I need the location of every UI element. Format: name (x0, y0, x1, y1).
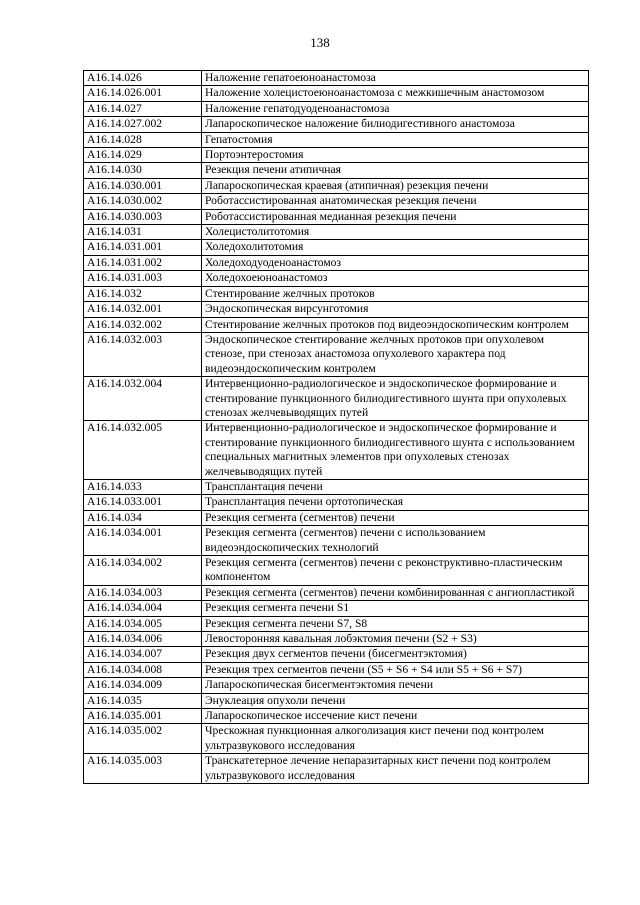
procedure-name: Трансплантация печени (202, 479, 589, 494)
procedure-code: A16.14.032.003 (84, 332, 202, 376)
procedure-code: A16.14.034.003 (84, 585, 202, 600)
procedure-code: A16.14.031.003 (84, 271, 202, 286)
procedure-code: A16.14.030.003 (84, 209, 202, 224)
table-row (84, 585, 589, 600)
procedure-code: A16.14.032.004 (84, 377, 202, 421)
procedure-name: Резекция печени атипичная (202, 163, 589, 178)
procedure-name: Лапароскопическая бисегментэктомия печени (202, 678, 589, 693)
procedure-name: Резекция сегмента печени S7, S8 (202, 616, 589, 631)
procedure-code: A16.14.035 (84, 693, 202, 708)
table-row (84, 693, 589, 708)
procedure-name: Гепатостомия (202, 132, 589, 147)
procedure-name: Лапароскопическая краевая (атипичная) резекция печени (202, 178, 589, 193)
procedure-name: Лапароскопическое наложение билиодигестивного анастомоза (202, 117, 589, 132)
table-row (84, 225, 589, 240)
procedure-code: A16.14.032 (84, 286, 202, 301)
page-number: 138 (310, 35, 330, 50)
procedure-name: Эндоскопическое стентирование желчных протоков при опухолевом стенозе, при стенозах анастомоза опухолевого характера под видеоэндоскопическим контролем (202, 332, 589, 376)
procedure-code: A16.14.032.001 (84, 302, 202, 317)
procedure-code: A16.14.031 (84, 225, 202, 240)
table-row (84, 556, 589, 586)
table-row (84, 317, 589, 332)
procedure-name: Холедохолитотомия (202, 240, 589, 255)
table-row (84, 709, 589, 724)
procedure-name: Лапароскопическое иссечение кист печени (202, 709, 589, 724)
procedure-code: A16.14.034.001 (84, 526, 202, 556)
procedure-name: Холецистолитотомия (202, 225, 589, 240)
procedure-name: Роботассистированная медианная резекция печени (202, 209, 589, 224)
procedure-code: A16.14.031.001 (84, 240, 202, 255)
procedure-code: A16.14.035.002 (84, 724, 202, 754)
procedure-name: Резекция сегмента печени S1 (202, 601, 589, 616)
table-row (84, 495, 589, 510)
procedure-code: A16.14.035.003 (84, 754, 202, 784)
table-row (84, 302, 589, 317)
procedure-name: Наложение гепатоеюноанастомоза (202, 71, 589, 86)
table-row (84, 616, 589, 631)
table-body (84, 71, 589, 784)
procedure-code: A16.14.031.002 (84, 255, 202, 270)
procedure-name: Стентирование желчных протоков под видеоэндоскопическим контролем (202, 317, 589, 332)
procedure-name: Резекция сегмента (сегментов) печени комбинированная с ангиопластикой (202, 585, 589, 600)
procedure-code: A16.14.034.008 (84, 662, 202, 677)
procedure-name: Эндоскопическая вирсунготомия (202, 302, 589, 317)
procedure-code: A16.14.027 (84, 101, 202, 116)
table-row (84, 132, 589, 147)
procedure-code: A16.14.034.002 (84, 556, 202, 586)
procedure-name: Чрескожная пункционная алкоголизация кист печени под контролем ультразвукового исследования (202, 724, 589, 754)
table-row (84, 754, 589, 784)
procedure-name: Роботассистированная анатомическая резекция печени (202, 194, 589, 209)
procedure-name: Трансплантация печени ортотопическая (202, 495, 589, 510)
procedure-code: A16.14.026.001 (84, 86, 202, 101)
procedure-code: A16.14.033 (84, 479, 202, 494)
procedure-code: A16.14.030.001 (84, 178, 202, 193)
procedure-name: Транскатетерное лечение непаразитарных кист печени под контролем ультразвукового исследования (202, 754, 589, 784)
procedure-code: A16.14.035.001 (84, 709, 202, 724)
procedure-name: Интервенционно-радиологическое и эндоскопическое формирование и стентирование пункционного билиодигестивного шунта с использованием специальных магнитных элементов при опухолевых стенозах желчевыводящих путей (202, 421, 589, 480)
procedure-code: A16.14.027.002 (84, 117, 202, 132)
procedure-code: A16.14.030.002 (84, 194, 202, 209)
table-row (84, 647, 589, 662)
table-row (84, 421, 589, 480)
procedure-code: A16.14.034.004 (84, 601, 202, 616)
table-row (84, 178, 589, 193)
procedure-name: Холедоходуоденоанастомоз (202, 255, 589, 270)
procedure-name: Резекция двух сегментов печени (бисегментэктомия) (202, 647, 589, 662)
procedure-code: A16.14.034.009 (84, 678, 202, 693)
procedure-code: A16.14.030 (84, 163, 202, 178)
table-row (84, 724, 589, 754)
procedure-name: Наложение холецистоеюноанастомоза с межкишечным анастомозом (202, 86, 589, 101)
procedure-name: Интервенционно-радиологическое и эндоскопическое формирование и стентирование пункционного билиодигестивного шунта при опухолевых стенозах желчевыводящих путей (202, 377, 589, 421)
procedure-code: A16.14.029 (84, 148, 202, 163)
procedure-code: A16.14.034.007 (84, 647, 202, 662)
table-row (84, 163, 589, 178)
table-row (84, 240, 589, 255)
table-row (84, 209, 589, 224)
procedure-name: Резекция трех сегментов печени (S5 + S6 + S4 или S5 + S6 + S7) (202, 662, 589, 677)
procedure-name: Резекция сегмента (сегментов) печени с использованием видеоэндоскопических технологий (202, 526, 589, 556)
table-row (84, 71, 589, 86)
table-row (84, 194, 589, 209)
procedure-name: Левосторонняя кавальная лобэктомия печени (S2 + S3) (202, 632, 589, 647)
table-row (84, 255, 589, 270)
procedure-name: Холедохоеюноанастомоз (202, 271, 589, 286)
procedure-name: Наложение гепатодуоденоанастомоза (202, 101, 589, 116)
procedure-code: A16.14.034.005 (84, 616, 202, 631)
procedure-name: Резекция сегмента (сегментов) печени (202, 510, 589, 525)
procedure-name: Энуклеация опухоли печени (202, 693, 589, 708)
table-row (84, 601, 589, 616)
procedure-code: A16.14.028 (84, 132, 202, 147)
table-row (84, 332, 589, 376)
procedure-code: A16.14.034.006 (84, 632, 202, 647)
table-row (84, 86, 589, 101)
table-row (84, 377, 589, 421)
procedure-code: A16.14.033.001 (84, 495, 202, 510)
table-row (84, 510, 589, 525)
table-row (84, 662, 589, 677)
table-row (84, 526, 589, 556)
procedure-code: A16.14.032.005 (84, 421, 202, 480)
procedure-name: Портоэнтеростомия (202, 148, 589, 163)
table-row (84, 117, 589, 132)
procedure-code: A16.14.026 (84, 71, 202, 86)
procedure-name: Резекция сегмента (сегментов) печени с реконструктивно-пластическим компонентом (202, 556, 589, 586)
table-row (84, 632, 589, 647)
procedure-name: Стентирование желчных протоков (202, 286, 589, 301)
table-row (84, 678, 589, 693)
table-row (84, 101, 589, 116)
procedure-codes-table (83, 70, 589, 784)
procedure-code: A16.14.034 (84, 510, 202, 525)
table-row (84, 148, 589, 163)
table-row (84, 286, 589, 301)
procedure-code: A16.14.032.002 (84, 317, 202, 332)
table-row (84, 479, 589, 494)
table-row (84, 271, 589, 286)
